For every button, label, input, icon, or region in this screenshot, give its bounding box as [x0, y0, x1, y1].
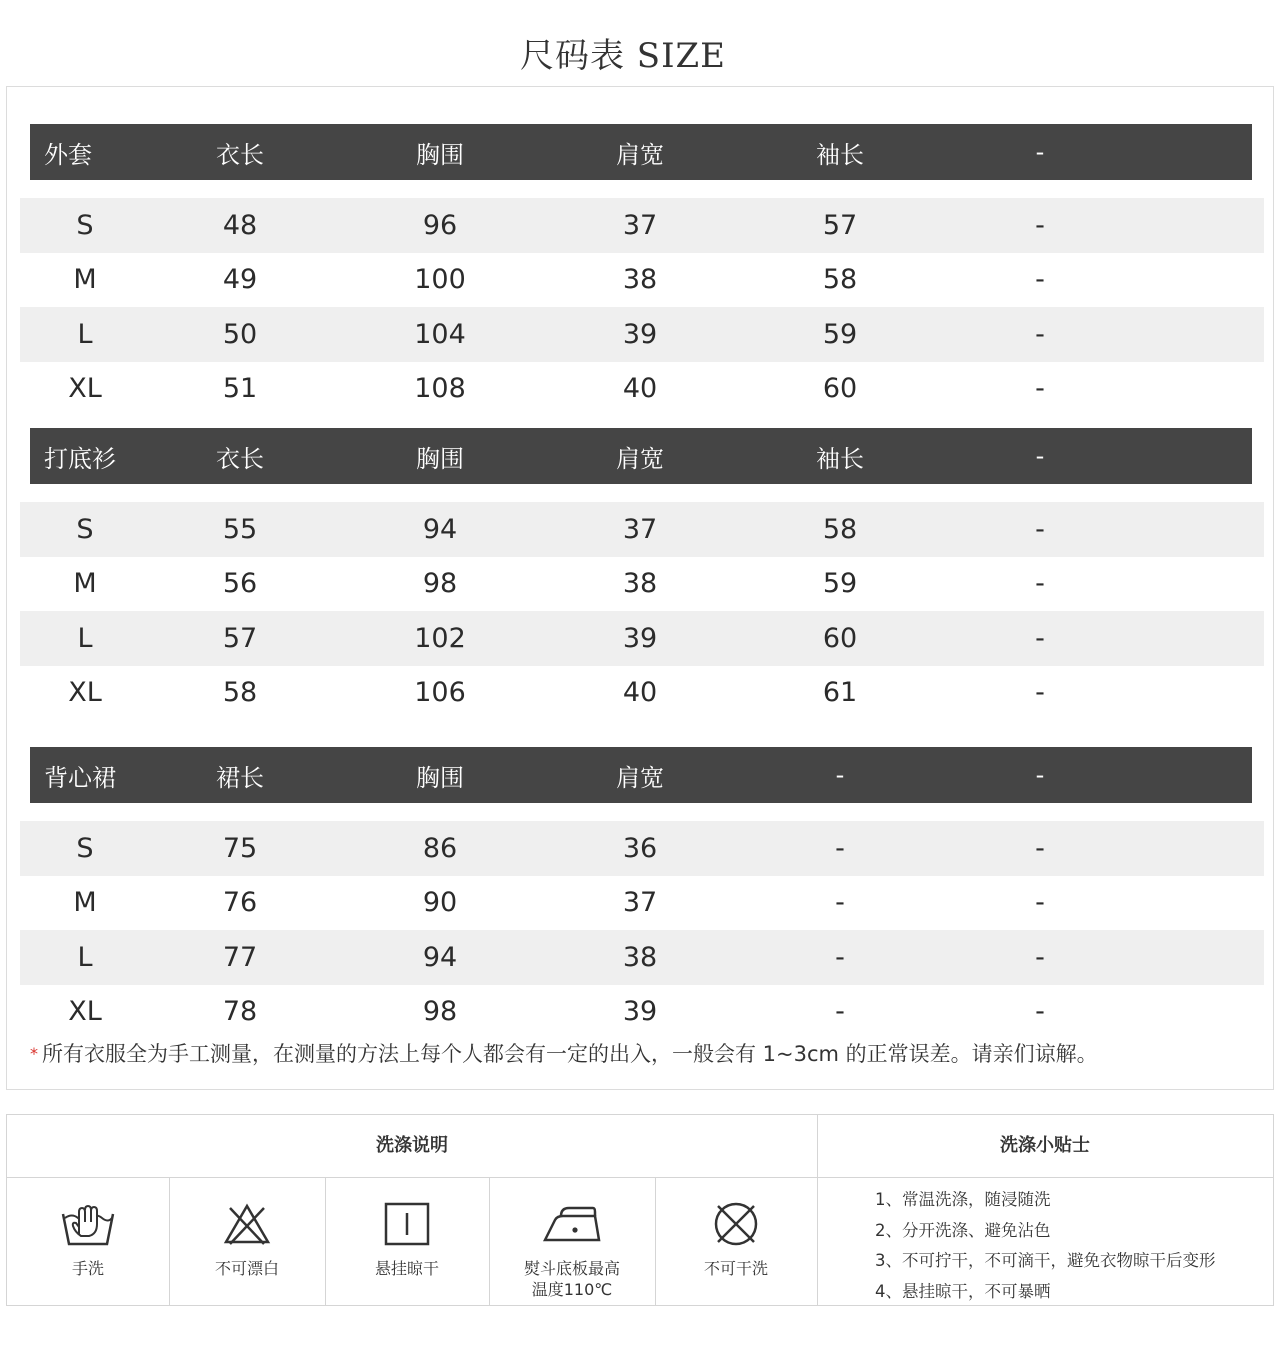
table-cell: 58: [822, 513, 858, 545]
table-cell: 39: [622, 318, 658, 350]
table-cell: -: [835, 887, 845, 919]
star-icon: *: [30, 1044, 38, 1063]
care-label: 不可漂白: [214, 1259, 279, 1278]
size-label: XL: [68, 677, 102, 709]
column-header: -: [1035, 138, 1045, 166]
table-cell: -: [1035, 373, 1045, 405]
iron-icon: [541, 1200, 603, 1248]
table-cell: -: [835, 941, 845, 973]
size-table-header: [30, 428, 1252, 484]
table-row: [20, 307, 1264, 362]
size-table-header: [30, 124, 1252, 180]
table-cell: 55: [222, 513, 258, 545]
column-header: 裙长: [216, 763, 264, 792]
table-cell: -: [1035, 622, 1045, 654]
size-label: L: [77, 622, 93, 654]
table-cell: 90: [422, 887, 458, 919]
size-label: M: [73, 264, 97, 296]
table-cell: -: [1035, 264, 1045, 296]
table-cell: 104: [414, 318, 466, 350]
column-header: 肩宽: [616, 444, 664, 473]
column-header: 袖长: [816, 444, 864, 473]
table-cell: -: [835, 832, 845, 864]
table-cell: 98: [422, 996, 458, 1028]
table-cell: 48: [222, 209, 258, 241]
table-row: [30, 985, 1252, 1040]
table-cell: 40: [622, 373, 658, 405]
care-item-iron: [489, 1178, 655, 1306]
table-cell: 36: [622, 832, 658, 864]
page-title: 尺码表 SIZE: [520, 36, 726, 76]
care-tip: 1、常温洗涤，随浸随洗: [875, 1190, 1051, 1209]
column-header: -: [835, 761, 845, 789]
table-row: [30, 876, 1252, 931]
table-row: [20, 502, 1264, 557]
care-tip: 2、分开洗涤、避免沾色: [875, 1220, 1051, 1240]
table-cell: 58: [222, 677, 258, 709]
table-row: [30, 666, 1252, 721]
table-cell: 102: [414, 622, 466, 654]
care-label: 悬挂晾干: [374, 1259, 439, 1278]
size-label: L: [77, 941, 93, 973]
care-panel: [6, 1114, 1274, 1306]
measurement-note: [30, 1038, 1098, 1068]
table-cell: -: [1035, 513, 1045, 545]
size-table: [30, 747, 1252, 1039]
table-cell: 98: [422, 568, 458, 600]
table-cell: 38: [622, 568, 658, 600]
table-cell: -: [1035, 996, 1045, 1028]
care-item-hand-wash: [7, 1178, 169, 1306]
table-cell: 94: [422, 513, 458, 545]
table-cell: 37: [622, 209, 658, 241]
size-label: L: [77, 318, 93, 350]
care-item-hang-dry: [325, 1178, 489, 1306]
column-header: -: [1035, 761, 1045, 789]
size-label: XL: [68, 373, 102, 405]
column-header: 袖长: [816, 140, 864, 169]
table-cell: 57: [822, 209, 858, 241]
table-row: [30, 557, 1252, 612]
category-label: 外套: [44, 140, 92, 169]
care-label: 不可干洗: [703, 1259, 768, 1278]
no-dry-clean-icon: [710, 1200, 762, 1248]
care-divider: [817, 1115, 818, 1305]
note-text: 所有衣服全为手工测量，在测量的方法上每个人都会有一定的出入，一般会有 1~3cm 的正常误差。请亲们谅解。: [42, 1042, 1098, 1066]
table-cell: 60: [822, 622, 858, 654]
table-cell: 106: [414, 677, 466, 709]
column-header: 胸围: [416, 140, 464, 169]
table-row: [30, 253, 1252, 308]
column-header: 衣长: [216, 444, 264, 473]
table-cell: 86: [422, 832, 458, 864]
size-label: M: [73, 887, 97, 919]
no-bleach-icon: [222, 1200, 272, 1248]
table-cell: -: [1035, 941, 1045, 973]
care-label: 熨斗底板最高 温度110℃: [523, 1259, 620, 1299]
table-cell: -: [1035, 677, 1045, 709]
column-header: -: [1035, 442, 1045, 470]
table-cell: 38: [622, 264, 658, 296]
table-cell: 56: [222, 568, 258, 600]
size-table: [30, 124, 1252, 416]
column-header: 肩宽: [616, 140, 664, 169]
table-cell: 108: [414, 373, 466, 405]
table-cell: 75: [222, 832, 258, 864]
care-item-no-dry-clean: [655, 1178, 817, 1306]
column-header: 衣长: [216, 140, 264, 169]
table-row: [30, 362, 1252, 417]
table-cell: 76: [222, 887, 258, 919]
table-cell: -: [835, 996, 845, 1028]
column-header: 胸围: [416, 763, 464, 792]
size-table: [30, 428, 1252, 720]
category-label: 打底衫: [44, 444, 116, 473]
size-table-header: [30, 747, 1252, 803]
table-cell: -: [1035, 887, 1045, 919]
size-label: S: [76, 513, 94, 545]
table-cell: 38: [622, 941, 658, 973]
table-cell: -: [1035, 318, 1045, 350]
table-row: [20, 198, 1264, 253]
column-header: 胸围: [416, 444, 464, 473]
table-cell: 60: [822, 373, 858, 405]
size-label: XL: [68, 996, 102, 1028]
table-cell: 57: [222, 622, 258, 654]
table-cell: -: [1035, 832, 1045, 864]
care-label: 手洗: [71, 1259, 104, 1278]
table-row: [20, 930, 1264, 985]
care-tip: 4、悬挂晾干，不可暴晒: [875, 1281, 1051, 1301]
care-tips-list: [875, 1185, 1216, 1307]
table-row: [20, 821, 1264, 876]
table-cell: 96: [422, 209, 458, 241]
column-header: 肩宽: [616, 763, 664, 792]
table-cell: 49: [222, 264, 258, 296]
table-cell: 77: [222, 941, 258, 973]
size-label: M: [73, 568, 97, 600]
size-label: S: [76, 209, 94, 241]
table-cell: -: [1035, 568, 1045, 600]
table-cell: 59: [822, 568, 858, 600]
table-cell: 94: [422, 941, 458, 973]
table-cell: 39: [622, 996, 658, 1028]
table-cell: 58: [822, 264, 858, 296]
care-tip: 3、不可拧干，不可滴干，避免衣物晾干后变形: [875, 1251, 1216, 1270]
table-cell: 37: [622, 887, 658, 919]
table-cell: 40: [622, 677, 658, 709]
category-label: 背心裙: [44, 763, 116, 792]
size-label: S: [76, 832, 94, 864]
care-instructions-title: 洗涤说明: [376, 1135, 448, 1156]
table-cell: 51: [222, 373, 258, 405]
table-cell: 78: [222, 996, 258, 1028]
hang-dry-icon: [382, 1200, 432, 1248]
table-row: [20, 611, 1264, 666]
table-cell: 61: [822, 677, 858, 709]
care-tips-title: 洗涤小贴士: [1000, 1135, 1090, 1156]
table-cell: 37: [622, 513, 658, 545]
table-cell: 59: [822, 318, 858, 350]
table-cell: 100: [414, 264, 466, 296]
table-cell: 50: [222, 318, 258, 350]
care-item-no-bleach: [169, 1178, 325, 1306]
hand-wash-icon: [59, 1200, 117, 1248]
table-cell: 39: [622, 622, 658, 654]
table-cell: -: [1035, 209, 1045, 241]
